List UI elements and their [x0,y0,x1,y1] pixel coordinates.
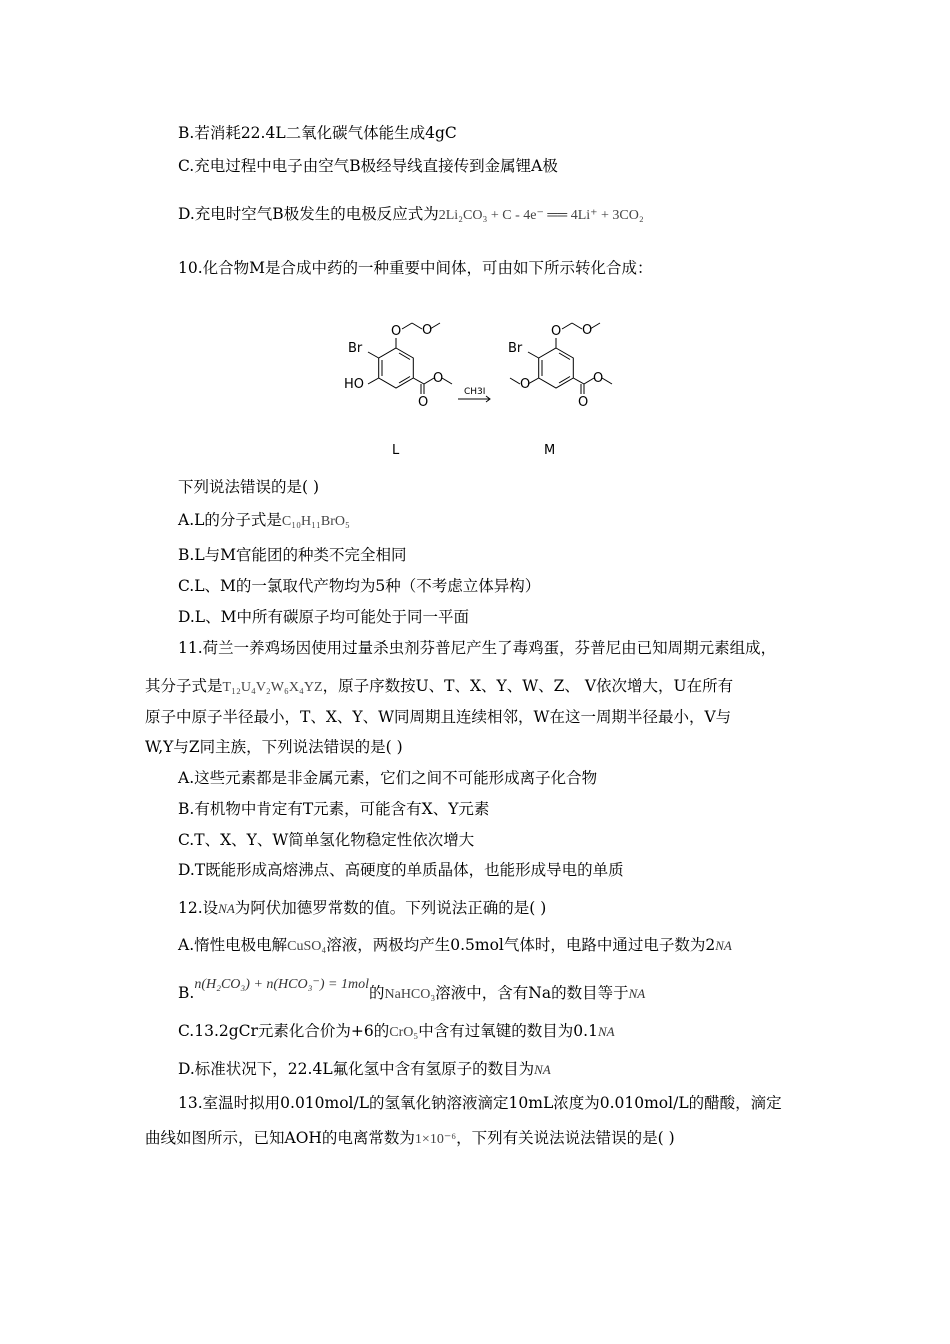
atom-o-methoxy-m: O [520,377,531,392]
q12-option-a-na: NA [715,938,732,953]
reagent-label: CH3I [464,387,486,397]
q11-line-2-prefix: 其分子式是 [145,677,223,695]
q12-option-c-na: NA [597,1024,615,1039]
q11-option-d: D.T既能形成高熔沸点、高硬度的单质晶体，也能形成导电的单质 [178,861,624,879]
compound-label-m: M [544,443,556,458]
q12-option-b-formula2: NaHCO₃ [384,987,436,1002]
q12-na-symbol: NA [218,901,235,916]
atom-br-l: Br [348,341,363,356]
q12-option-c [178,1020,615,1044]
q12-option-d-na: NA [534,1062,551,1077]
q13-line-2-prefix: 曲线如图所示，已知AOH的电离常数为 [145,1129,415,1147]
q13-line-2-suffix: ，下列有关说法说法错误的是( ) [456,1129,675,1147]
q12-option-b-formula: n(H₂CO₃) + n(HCO₃⁻) = 1mol [194,977,369,992]
atom-ho-l: HO [344,377,365,392]
q11-line-2-suffix: ，原子序数按U、T、X、Y、W、Z、 V依次增大，U在所有 [322,677,734,695]
atom-o-carbonyl-l: O [418,395,429,410]
q12-option-b-mid: 的 [368,984,385,1002]
atom-o-ether-m: O [582,323,593,338]
q10-option-b: B.L与M官能团的种类不完全相同 [178,546,407,564]
q12-option-c-prefix: C.13.2gCr元素化合价为+6的 [178,1022,390,1040]
q12-option-b-prefix: B. [178,984,195,1002]
q12-option-b-na: NA [628,986,646,1001]
q10-option-c: C.L、M的一氯取代产物均为5种（不考虑立体异构） [178,577,541,595]
atom-o-top-m: O [551,324,562,339]
q13-line-1: 13.室温时拟用0.010mol/L的氢氧化钠溶液滴定10mL浓度为0.010mol/L的醋酸，滴定 [178,1094,782,1112]
q11-option-a: A.这些元素都是非金属元素，它们之间不可能形成离子化合物 [178,769,598,787]
q13-line-2-formula: 1×10⁻⁶ [414,1132,457,1147]
q10-option-a-formula: C₁₀H₁₁BrO₅ [281,514,350,529]
q12-option-a-formula: CuSO₄ [287,939,327,954]
q12-stem-prefix: 12.设 [178,899,219,917]
atom-o-carbonyl-m: O [578,395,589,410]
q9-option-b: B.若消耗22.4L二氧化碳气体能生成4gC [178,124,457,142]
q12-option-a-suffix: 溶液，两极均产生0.5mol气体时，电路中通过电子数为2 [326,936,716,954]
q12-option-a [178,934,732,958]
q12-option-d [178,1058,551,1081]
compound-label-l: L [392,443,400,458]
q11-option-b: B.有机物中肯定有T元素，可能含有X、Y元素 [178,800,490,818]
q12-option-b-suffix: 溶液中，含有Na的数目等于 [435,984,629,1002]
q10-option-d: D.L、M中所有碳原子均可能处于同一平面 [178,608,469,626]
q11-line-2-formula: T₁₂U₄V₂W₆X₄YZ [222,680,323,695]
reaction-diagram [330,310,630,470]
q11-option-c: C.T、X、Y、W简单氢化物稳定性依次增大 [178,831,475,849]
q11-line-4: W,Y与Z同主族，下列说法错误的是( ) [145,738,403,756]
q10-question: 下列说法错误的是( ) [178,478,320,496]
q10-option-a [178,509,350,533]
q12-stem [178,897,546,920]
q10-option-a-text: A.L的分子式是 [178,511,282,529]
atom-o-ether-l: O [422,323,433,338]
ring-m [539,348,574,388]
q13-line-2 [145,1127,675,1151]
ring-l [379,348,414,388]
q9-option-d-text: D.充电时空气B极发生的电极反应式为 [178,205,439,223]
atom-o-top-l: O [391,324,402,339]
atom-o-ester-l: O [433,371,444,386]
atom-br-m: Br [508,341,523,356]
q12-stem-suffix: 为阿伏加德罗常数的值。下列说法正确的是( ) [234,899,547,917]
q9-option-d [178,203,644,227]
atom-o-ester-m: O [593,371,604,386]
q10-stem: 10.化合物M是合成中药的一种重要中间体，可由如下所示转化合成： [178,259,653,277]
q11-line-3: 原子中原子半径最小，T、X、Y、W同周期且连续相邻，W在这一周期半径最小，V与 [145,708,732,726]
q12-option-c-formula: CrO₅ [389,1025,419,1040]
q11-line-2 [145,675,733,699]
q11-line-1: 11.荷兰一养鸡场因使用过量杀虫剂芬普尼产生了毒鸡蛋，芬普尼由已知周期元素组成， [178,639,777,657]
q12-option-c-suffix: 中含有过氧键的数目为0.1 [418,1022,598,1040]
q12-option-d-text: D.标准状况下，22.4L氟化氢中含有氢原子的数目为 [178,1060,535,1078]
q12-option-a-prefix: A.惰性电极电解 [178,936,288,954]
q9-option-c: C.充电过程中电子由空气B极经导线直接传到金属锂A极 [178,157,558,175]
q9-option-d-formula: 2Li₂CO₃ + C - 4e⁻ ══ 4Li⁺ + 3CO₂ [438,208,644,223]
q12-option-b [178,977,646,1006]
